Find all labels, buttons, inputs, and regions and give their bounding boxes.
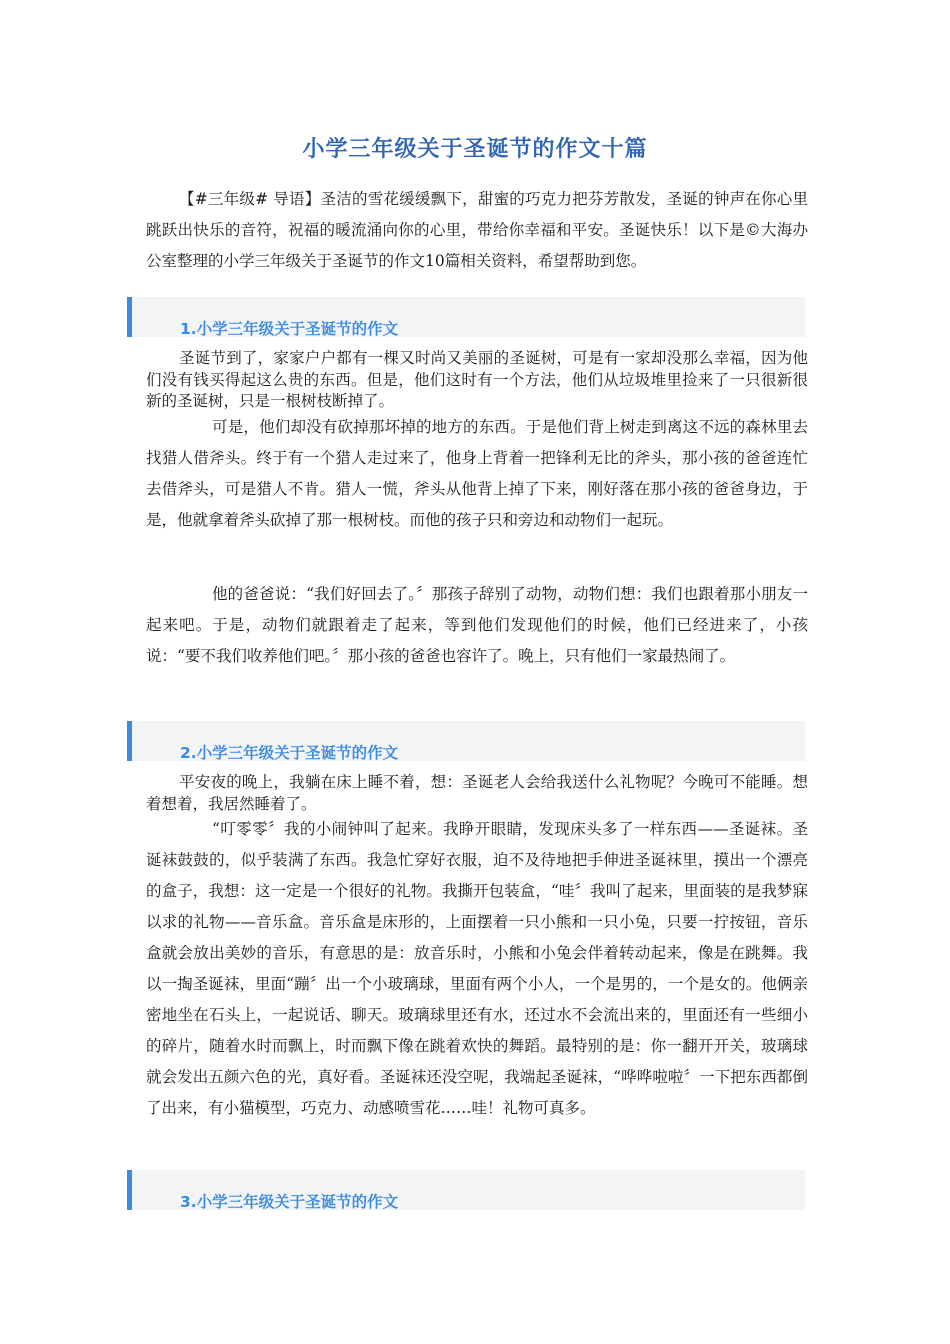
section-header-3 <box>127 1170 805 1210</box>
section-header-2 <box>127 721 805 761</box>
section-1-paragraph-2: 可是，他们却没有砍掉那坏掉的地方的东西。于是他们背上树走到离这不远的森林里去找猎人借斧头。终于有一个猎人走过来了，他身上背着一把锋利无比的斧头，那小孩的爸爸连忙去借斧头，可是猎人不肯。猎人一慌，斧头从他背上掉了下来，刚好落在那小孩的爸爸身边，于是，他就拿着斧头砍掉了那一根树枝。而他的孩子只和旁边和动物们一起玩。 <box>146 418 808 529</box>
section-2-paragraph-1: 平安夜的晚上，我躺在床上睡不着，想：圣诞老人会给我送什么礼物呢？今晚可不能睡。想着想着，我居然睡着了。 <box>146 773 808 813</box>
section-title-3: 3.小学三年级关于圣诞节的作文 <box>180 1193 399 1211</box>
section-1-paragraph-3: 他的爸爸说：“我们好回去了。〞那孩子辞别了动物，动物们想：我们也跟着那小朋友一起来吧。于是，动物们就跟着走了起来，等到他们发现他们的时候，他们已经进来了，小孩说：“要不我们收养他们吧。〞那小孩的爸爸也容许了。晚上，只有他们一家最热闹了。 <box>146 585 808 665</box>
section-header-1 <box>127 297 805 337</box>
section-2-paragraph-2: “叮零零〞我的小闹钟叫了起来。我睁开眼睛，发现床头多了一样东西——圣诞袜。圣诞袜鼓鼓的，似乎装满了东西。我急忙穿好衣服，迫不及待地把手伸进圣诞袜里，摸出一个漂亮的盒子，我想：这一定是一个很好的礼物。我撕开包装盒，“哇〞我叫了起来，里面装的是我梦寐以求的礼物——音乐盒。音乐盒是床形的，上面摆着一只小熊和一只小兔，只要一拧按钮，音乐盒就会放出美妙的音乐，有意思的是：放音乐时，小熊和小兔会伴着转动起来，像是在跳舞。我以一掏圣诞袜，里面“蹦〞出一个小玻璃球，里面有两个小人，一个是男的，一个是女的。他俩亲密地坐在石头上，一起说话、聊天。玻璃球里还有水，还过水不会流出来的，里面还有一些细小的碎片，随着水时而飘上，时而飘下像在跳着欢快的舞蹈。最特别的是：你一翻开开关，玻璃球就会发出五颜六色的光，真好看。圣诞袜还没空呢，我端起圣诞袜，“哗哗啦啦〞一下把东西都倒了出来，有小猫模型，巧克力、动感喷雪花……哇！礼物可真多。 <box>146 820 808 1117</box>
page-title: 小学三年级关于圣诞节的作文十篇 <box>302 137 648 162</box>
section-1-paragraph-1: 圣诞节到了，家家户户都有一棵又时尚又美丽的圣诞树，可是有一家却没那么幸福，因为他们没有钱买得起这么贵的东西。但是，他们这时有一个方法，他们从垃圾堆里捡来了一只很新很新的圣诞树，只是一根树枝断掉了。 <box>146 349 808 410</box>
intro-paragraph: 【#三年级# 导语】圣洁的雪花缓缓飘下，甜蜜的巧克力把芬芳散发，圣诞的钟声在你心里跳跃出快乐的音符，祝福的暖流涌向你的心里，带给你幸福和平安。圣诞快乐！以下是©大海办公室整理的小学三年级关于圣诞节的作文10篇相关资料，希望帮助到您。 <box>146 190 808 270</box>
section-title-2: 2.小学三年级关于圣诞节的作文 <box>180 744 399 762</box>
section-title-1: 1.小学三年级关于圣诞节的作文 <box>180 320 399 338</box>
